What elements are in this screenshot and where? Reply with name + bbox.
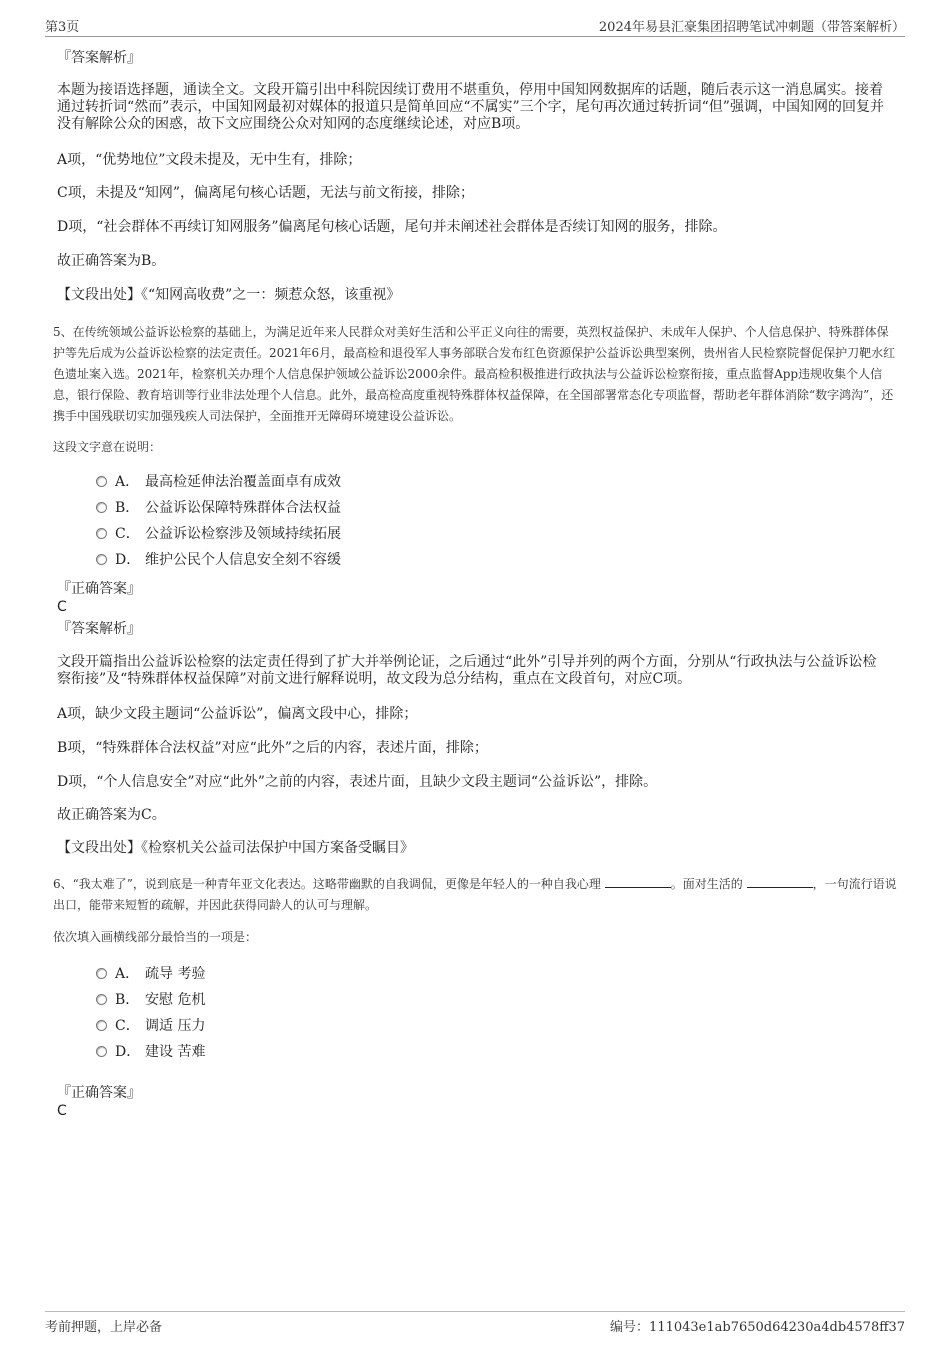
radio-icon[interactable]	[96, 554, 107, 565]
option-text: 维护公民个人信息安全刻不容缓	[145, 552, 341, 568]
q4-option-a-analysis: A项，“优势地位”文段未提及，无中生有，排除；	[57, 152, 362, 168]
q5-option-b-analysis: B项，“特殊群体合法权益”对应“此外”之后的内容，表述片面，排除；	[57, 740, 488, 756]
option-letter: C．	[115, 526, 140, 542]
q6-answer: C	[57, 1103, 67, 1119]
radio-icon[interactable]	[96, 994, 107, 1005]
option-letter: D．	[115, 552, 141, 568]
q5-conclusion: 故正确答案为C。	[57, 807, 166, 823]
option-letter: A．	[115, 966, 140, 982]
option-text: 调适 压力	[145, 1018, 206, 1034]
radio-icon[interactable]	[96, 502, 107, 513]
option-text: 建设 苦难	[145, 1044, 206, 1060]
option-text: 安慰 危机	[145, 992, 206, 1008]
option-letter: D．	[115, 1044, 141, 1060]
q5-analysis-label: 『答案解析』	[57, 621, 141, 637]
q6-stem	[53, 874, 898, 916]
radio-icon[interactable]	[96, 1020, 107, 1031]
q4-source: 【文段出处】《“知网高收费”之一：频惹众怒，该重视》	[57, 287, 401, 303]
option-letter: C．	[115, 1018, 140, 1034]
q4-analysis-label: 『答案解析』	[57, 50, 141, 66]
footer-slogan: 考前押题，上岸必备	[45, 1320, 163, 1335]
q5-option-a[interactable]	[96, 472, 341, 494]
option-text: 最高检延伸法治覆盖面卓有成效	[145, 474, 341, 490]
q5-stem: 5、在传统领域公益诉讼检察的基础上，为满足近年来人民群众对美好生活和公平正义向往的需要，英烈权益保护、未成年人保护、个人信息保护、特殊群体保护等先后成为公益诉讼检察的法定责任。2021年6月，最高检和退役军人事务部联合发布红色资源保护公益诉讼典型案例，贵州省人民检察院督促保护刀靶水红色遗址案入选。2021年，检察机关办理个人信息保护领域公益诉讼2000余件。最高检积极推进行政执法与公益诉讼检察衔接，重点监督App违规收集个人信息，银行保险、教育培训等行业非法处理个人信息。此外，最高检高度重视特殊群体权益保障，在全国部署常态化专项监督，帮助老年群体消除“数字鸿沟”，还携手中国残联切实加强残疾人司法保护，全面推开无障碍环境建设公益诉讼。	[53, 325, 896, 423]
option-letter: B．	[115, 992, 140, 1008]
q5-answer: C	[57, 599, 67, 615]
q6-option-c[interactable]	[96, 1016, 205, 1038]
fill-blank-2[interactable]	[747, 876, 813, 888]
q6-option-b[interactable]	[96, 990, 205, 1012]
q5-option-a-analysis: A项，缺少文段主题词“公益诉讼”，偏离文段中心，排除；	[57, 706, 418, 722]
q4-analysis: 本题为接语选择题，通读全文。文段开篇引出中科院因续订费用不堪重负，停用中国知网数据库的话题，随后表示这一消息属实。接着通过转折词“然而”表示，中国知网最初对媒体的报道只是简单回应“不属实”三个字，尾句再次通过转折词“但”强调，中国知网的回复并没有解除公众的困惑，故下文应围绕公众对知网的态度继续论述，对应B项。	[57, 82, 884, 132]
radio-icon[interactable]	[96, 968, 107, 979]
q5-answer-label: 『正确答案』	[57, 581, 141, 597]
radio-icon[interactable]	[96, 476, 107, 487]
document-id: 编号：111043e1ab7650d64230a4db4578ff37	[610, 1320, 905, 1335]
q6-stem-part2: 。面对生活的	[670, 877, 743, 891]
option-text: 公益诉讼检察涉及领域持续拓展	[145, 526, 341, 542]
document-title: 2024年易县汇豪集团招聘笔试冲刺题（带答案解析）	[598, 20, 905, 35]
q6-stem-part3: ，一句流行语说出口，能带来短暂的疏解，并因此获得同龄人的认可与理解。	[53, 877, 897, 912]
q5-option-d-analysis: D项，“个人信息安全”对应“此外”之前的内容，表述片面，且缺少文段主题词“公益诉讼”，排除。	[57, 774, 658, 790]
q5-question: 这段文字意在说明：	[53, 440, 162, 454]
q5-analysis: 文段开篇指出公益诉讼检察的法定责任得到了扩大并举例论证，之后通过“此外”引导并列的两个方面，分别从“行政执法与公益诉讼检察衔接”及“特殊群体权益保障”对前文进行解释说明，故文段为总分结构，重点在文段首句，对应C项。	[57, 654, 877, 687]
page-number: 第3页	[45, 20, 80, 35]
q5-source: 【文段出处】《检察机关公益司法保护中国方案备受瞩目》	[57, 840, 414, 856]
q5-option-c[interactable]	[96, 524, 341, 546]
q6-answer-label: 『正确答案』	[57, 1085, 141, 1101]
q6-stem-part1: 6、“我太难了”，说到底是一种青年亚文化表达。这略带幽默的自我调侃，更像是年轻人的一种自我心理	[53, 877, 601, 891]
page-footer	[45, 1311, 905, 1334]
option-text: 公益诉讼保障特殊群体合法权益	[145, 500, 341, 516]
fill-blank-1[interactable]	[605, 876, 671, 888]
radio-icon[interactable]	[96, 528, 107, 539]
option-letter: A．	[115, 474, 140, 490]
q4-option-c-analysis: C项，未提及“知网”，偏离尾句核心话题，无法与前文衔接，排除；	[57, 185, 475, 201]
q4-conclusion: 故正确答案为B。	[57, 253, 166, 269]
q4-option-d-analysis: D项，“社会群体不再续订知网服务”偏离尾句核心话题，尾句并未阐述社会群体是否续订知网的服务，排除。	[57, 219, 727, 235]
option-text: 疏导 考验	[145, 966, 206, 982]
q6-option-d[interactable]	[96, 1042, 205, 1064]
page-header	[45, 14, 905, 37]
q6-question: 依次填入画横线部分最恰当的一项是：	[53, 930, 258, 944]
q6-option-a[interactable]	[96, 964, 205, 986]
q5-option-b[interactable]	[96, 498, 341, 520]
option-letter: B．	[115, 500, 140, 516]
radio-icon[interactable]	[96, 1046, 107, 1057]
q5-option-d[interactable]	[96, 550, 341, 572]
